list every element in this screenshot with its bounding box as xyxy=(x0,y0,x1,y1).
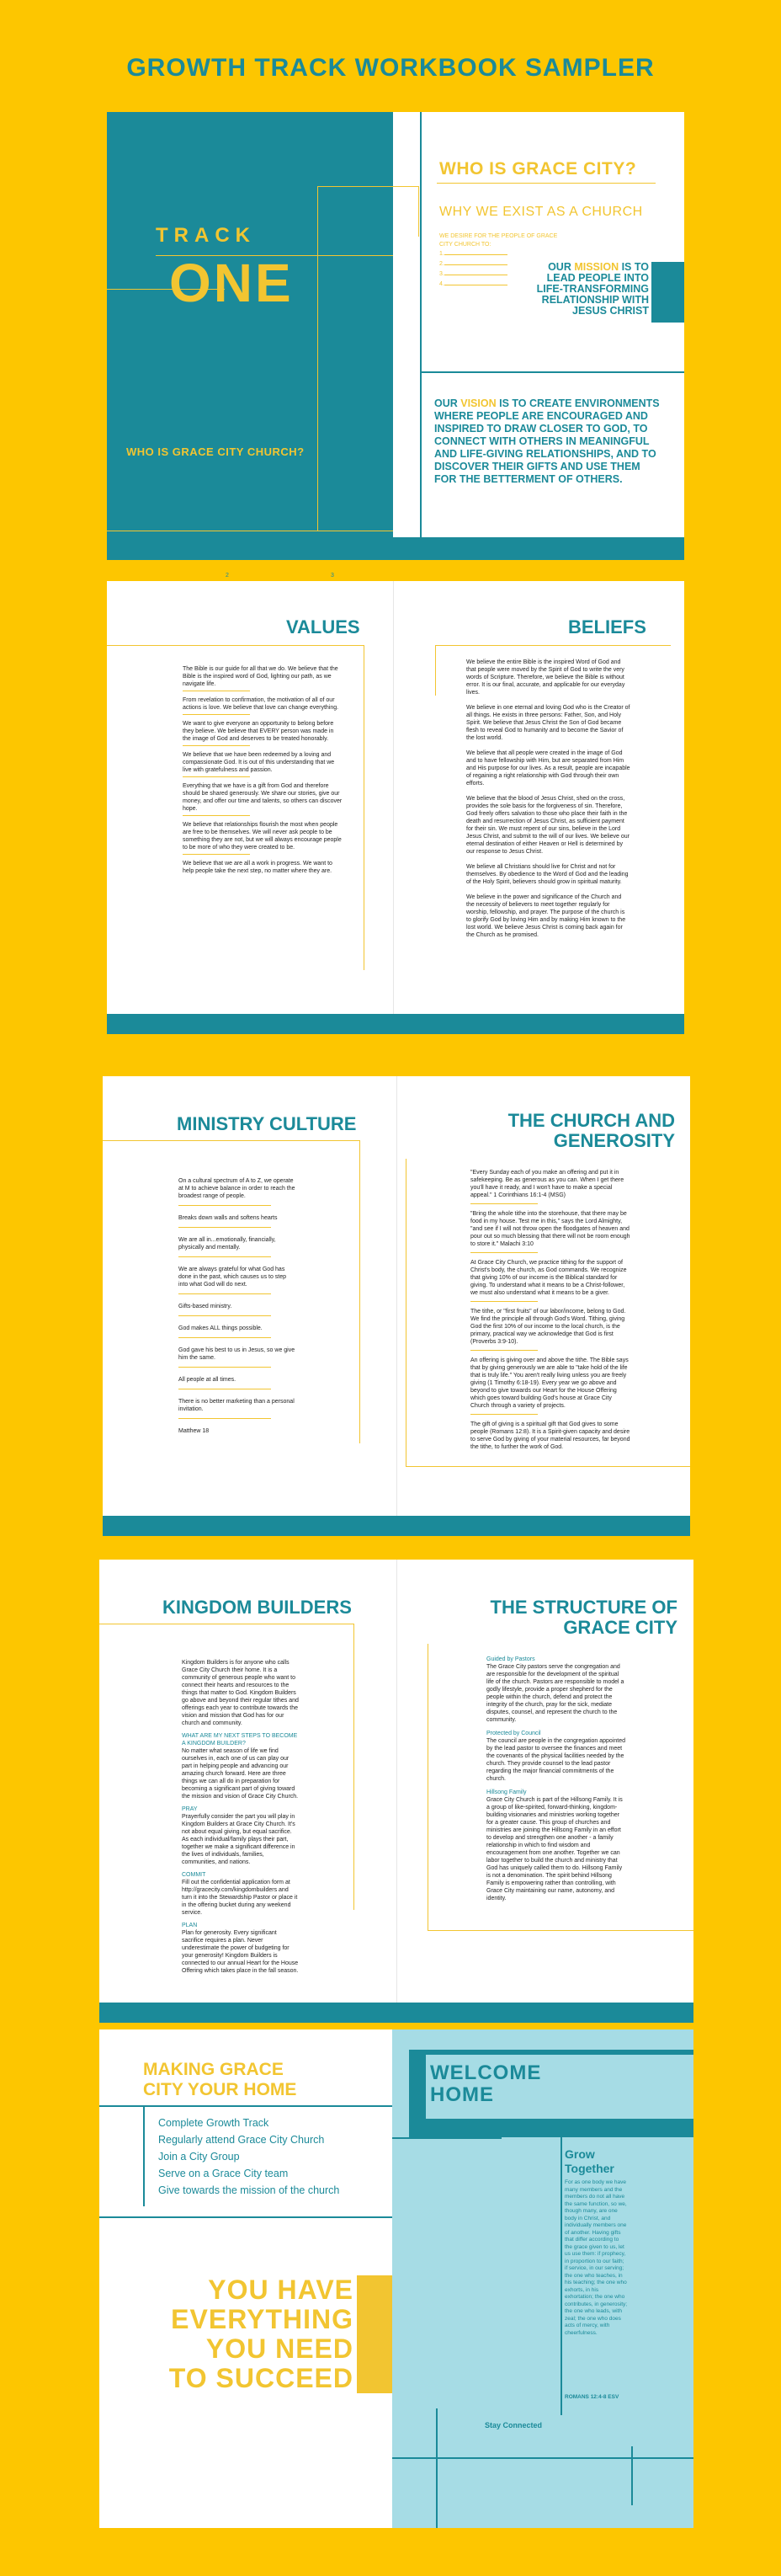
grow-title-2: Together xyxy=(565,2162,614,2175)
spread-values-beliefs xyxy=(107,581,684,1034)
belief-item: We believe that all people were created in the image of God and to have fellowship with Him, but are separated from Him and His purpose for our lives. As a result, people are incapable of regaining a right relationship with God through their own efforts. xyxy=(466,750,630,787)
structure-label: Hillsong Family xyxy=(486,1789,527,1795)
beliefs-list xyxy=(466,659,630,939)
page-number-left: 2 xyxy=(226,573,229,579)
right-subheading: WHY WE EXIST AS A CHURCH xyxy=(439,205,643,219)
home-step: Give towards the mission of the church xyxy=(158,2184,340,2196)
ministry-item: On a cultural spectrum of A to Z, we operate at M to achieve balance in order to reach the broadest range of people. xyxy=(178,1178,295,1199)
spread-ministry-generosity xyxy=(103,1076,690,1536)
values-list xyxy=(183,665,343,875)
home-step: Regularly attend Grace City Church xyxy=(158,2134,325,2146)
stay-connected: Stay Connected xyxy=(485,2421,543,2429)
succeed-box xyxy=(357,2275,392,2393)
generosity-list xyxy=(470,1169,630,1451)
ministry-item: There is no better marketing than a personal invitation. xyxy=(178,1399,295,1412)
structure-label: Protected by Council xyxy=(486,1731,541,1736)
generosity-item: "Bring the whole tithe into the storehouse, that there may be food in my house. Test me in this," says the Lord Almighty, "and see if I will not throw open the floodgates of heaven and pour out so much blessing that there will not be room enough to store it." Malachi 3:10 xyxy=(470,1211,630,1247)
home-step: Join a City Group xyxy=(158,2151,240,2163)
kingdom-question: WHAT ARE MY NEXT STEPS TO BECOME A KINGDOM BUILDER? xyxy=(182,1733,298,1747)
generosity-item: The gift of giving is a spiritual gift that God gives to some people (Romans 12:8). It is a Spirit-given capacity and desire to serve God by giving of your material resources, far beyond the tithe, to further the work of God. xyxy=(470,1421,630,1450)
track-label: TRACK xyxy=(156,224,256,247)
left-footer: WHO IS GRACE CITY CHURCH? xyxy=(126,445,305,458)
spread-track-one xyxy=(107,112,684,560)
generosity-item: At Grace City Church, we practice tithing for the support of Christ's body, the church, as God commands. We recognize that giving 10% of our income is the Biblical standard for giving. To understand what it means to be a Christ-follower, we must also understand what it means to be a giver. xyxy=(470,1260,627,1296)
church-title-2: GENEROSITY xyxy=(553,1130,675,1151)
value-item: We want to give everyone an opportunity to belong before they believe. We believe that EVERY person was made in the image of God and deserves to be treated honorably. xyxy=(183,721,334,742)
bottom-band xyxy=(103,1516,690,1536)
ministry-item: Matthew 18 xyxy=(178,1428,210,1434)
kingdom-question-text: No matter what season of life we find ourselves in, each one of us can play our part in helping people and advancing our amazing church forward. Here are three things we can all do in preparation for becoming a significant part of giving toward the mission and vision of Grace City Church. xyxy=(182,1748,299,1800)
welcome-title-2: HOME xyxy=(430,2083,494,2106)
step-text: Plan for generosity. Every significant sacrifice requires a plan. Never underestimate the power of budgeting for your generosity! Kingdom Builders is connected to our annual Heart for the House Offering which takes place in the fall season. xyxy=(182,1930,299,1974)
ministry-item: All people at all times. xyxy=(178,1377,236,1383)
ministry-item: God makes ALL things possible. xyxy=(178,1325,263,1331)
value-item: The Bible is our guide for all that we do. We believe that the Bible is the inspired word of God, lighting our path, as we navigate life. xyxy=(183,666,338,687)
left-page-teal xyxy=(107,112,393,560)
generosity-item: "Every Sunday each of you make an offering and put it in safekeeping. Be as generous as you can. When I get there you'll have it ready, and I won't have to make a special appeal." 1 Corinthians 16:1-4 (MSG) xyxy=(470,1170,624,1198)
home-steps xyxy=(158,2117,339,2196)
structure-content xyxy=(486,1656,625,1902)
desire-text: WE DESIRE FOR THE PEOPLE OF GRACE CITY CHURCH TO: xyxy=(439,233,558,248)
succeed-line-4: TO SUCCEED xyxy=(168,2363,353,2393)
step-label: COMMIT xyxy=(182,1872,206,1878)
page-title: GROWTH TRACK WORKBOOK SAMPLER xyxy=(126,54,655,82)
ministry-item: We are all in...emotionally, financially, physically and mentally. xyxy=(178,1237,276,1251)
home-title-2: CITY YOUR HOME xyxy=(143,2080,297,2099)
ministry-item: God gave his best to us in Jesus, so we give him the same. xyxy=(178,1347,295,1361)
welcome-title-1: WELCOME xyxy=(430,2061,542,2084)
belief-item: We believe in the power and significance of the Church and the necessity of believers to meet together regularly for worship, fellowship, and prayer. The purpose of the church is to glorify God by loving Him and by making Him known to the lost world. We believe Jesus Christ is coming back again for the Church as he promised. xyxy=(466,894,626,938)
value-item: From revelation to confirmation, the motivation of all of our actions is love. We believe that love can change everything. xyxy=(183,697,339,711)
mission-text: OUR MISSION IS TO LEAD PEOPLE INTO LIFE-TRANSFORMING RELATIONSHIP WITH JESUS CHRIST xyxy=(536,261,649,317)
generosity-item: The tithe, or "first fruits" of our labor/income, belong to God. We find the principle all through God's Word. Tithing, giving God the first 10% of our income to the local church, is the primary, practical way we acknowledge that God is first (Proverbs 3:9-10). xyxy=(470,1309,626,1345)
ministry-list xyxy=(178,1177,296,1435)
kingdom-intro: Kingdom Builders is for anyone who calls Grace City Church their home. It is a community of generous people who want to connect their hearts and resources to the things that matter to God. Kingdom Builders go above and beyond their regular tithes and offerings each year to contribute towards the vision and mission that God has for our church and community. xyxy=(182,1660,299,1726)
value-item: We believe that we have been redeemed by a loving and compassionate God. It is out of this understanding that we live with gratefulness and passion. xyxy=(183,752,335,773)
blank-1: 1. xyxy=(439,251,444,257)
kingdom-content xyxy=(182,1659,300,1975)
structure-label: Guided by Pastors xyxy=(486,1656,535,1662)
structure-text: The Grace City pastors serve the congregation and are responsible for the development of the spiritual life of the church. Pastors are responsible to model a godly lifestyle, provide a proper shepherd for the people within the church, defend and protect the integrity of the church, pray for the sick, mediate disputes, counsel, and represent the church to the community. xyxy=(486,1664,624,1723)
bottom-band xyxy=(99,2003,693,2023)
value-item: We believe that relationships flourish the most when people are free to be themselves. We will never ask people to be something they are not, but we will always encourage people to be more of who they were created to be. xyxy=(183,822,342,851)
succeed-line-3: YOU NEED xyxy=(205,2333,353,2364)
right-heading: WHO IS GRACE CITY? xyxy=(439,159,637,179)
succeed-line-1: YOU HAVE xyxy=(208,2275,353,2305)
value-item: We believe that we are all a work in progress. We want to help people take the next step, no matter where they are. xyxy=(183,861,332,874)
structure-title-2: GRACE CITY xyxy=(563,1617,677,1638)
mission-box xyxy=(651,262,684,323)
home-step: Serve on a Grace City team xyxy=(158,2168,289,2179)
verse-text: For as one body we have many members and the members do not all have the same function, so we, though many, are one body in Christ, and individually members one of another. Having gifts that differ according to the grace given to us, let us use them: if prophecy, in proportion to our faith; if service, in our serving; the one who teaches, in his teaching; the one who exhorts, in his exhortation; the one who contributes, in generosity; the one who leads, with zeal; the one who does acts of mercy, with cheerfulness. xyxy=(565,2179,628,2336)
ministry-title: MINISTRY CULTURE xyxy=(177,1113,357,1134)
succeed-block xyxy=(116,2275,353,2393)
values-title: VALUES xyxy=(286,616,360,637)
belief-item: We believe all Christians should live for Christ and not for themselves. By obedience to the Word of God and the leading of the Holy Spirit, believers should grow in spiritual maturity. xyxy=(466,864,629,885)
belief-item: We believe the entire Bible is the inspired Word of God and that people were moved by the Spirit of God to write the very words of Scripture. Therefore, we believe the Bible is without error. It is our final, accurate, and applicable for our everyday lives. xyxy=(466,659,625,696)
right-band xyxy=(393,537,684,560)
home-title-1: MAKING GRACE xyxy=(143,2060,284,2079)
structure-title-1: THE STRUCTURE OF xyxy=(490,1597,677,1618)
structure-text: The council are people in the congregation appointed by the lead pastor to oversee the finances and meet the covenants of the physical facilities needed by the church. They provide counsel to the lead pastor regarding the major financial commitments of the church. xyxy=(486,1738,626,1782)
blank-2: 2. xyxy=(439,261,444,267)
spread-welcome-home xyxy=(99,2029,693,2528)
vision-text: OUR VISION IS TO CREATE ENVIRONMENTS WHERE PEOPLE ARE ENCOURAGED AND INSPIRED TO DRAW CLOSER TO GOD, TO CONNECT WITH OTHERS IN MEANINGFUL AND LIFE-GIVING RELATIONSHIPS, AND TO DISCOVER THEIR GIFTS AND USE THEM FOR THE BETTERMENT OF OTHERS. xyxy=(434,397,660,485)
beliefs-title: BELIEFS xyxy=(568,616,646,637)
blank-list xyxy=(439,251,507,287)
value-item: Everything that we have is a gift from God and therefore should be shared generously. We share our stories, give our money, and offer our time and talents, so others can discover hope. xyxy=(183,783,343,812)
page-number-right: 3 xyxy=(331,573,334,579)
generosity-item: An offering is giving over and above the tithe. The Bible says that by giving generously we are able to "take hold of the life that is truly life." You aren't really living unless you are freely giving (1 Timothy 6:18-19). Every year we go above and beyond to give towards our Heart for the House Offering which goes toward building God's house at Grace City Church through a variety of projects. xyxy=(470,1357,629,1409)
ministry-item: Breaks down walls and softens hearts xyxy=(178,1215,278,1221)
step-label: PRAY xyxy=(182,1806,198,1812)
spread-kingdom-structure xyxy=(99,1560,693,2023)
ministry-item: We are always grateful for what God has done in the past, which causes us to step into what God will do next. xyxy=(178,1267,287,1288)
bottom-band xyxy=(107,1014,684,1034)
blank-4: 4. xyxy=(439,281,444,287)
belief-item: We believe that the blood of Jesus Christ, shed on the cross, provides the sole basis for the forgiveness of sin. Therefore, God freely offers salvation to those who place their faith in the death and resurrection of Jesus Christ, as sufficient payment for their sin. We must repent of our sins, believe in the Lord Jesus Christ, and submit to the will of our lives. We believe our eternal destination of either Heaven or Hell is determined by our response to Jesus Christ. xyxy=(466,796,630,855)
kingdom-title: KINGDOM BUILDERS xyxy=(162,1597,352,1618)
step-text: Prayerfully consider the part you will play in Kingdom Builders at Grace City Church. It's not about equal giving, but equal sacrifice. As each individual/family plays their part, together we make a significant difference in the lives of individuals, families, communities, and nations. xyxy=(182,1814,295,1865)
grow-title-1: Grow xyxy=(565,2147,595,2161)
step-text: Fill out the confidential application form at http://gracecity.com/kingdombuilders and turn it into the Stewardship Pastor or place it in the offering bucket during any weekend service. xyxy=(182,1880,298,1916)
structure-text: Grace City Church is part of the Hillsong Family. It is a group of like-spirited, forward-thinking, kingdom-building visionaries and ministries working together for a greater cause. This group of churches and ministries are joining the Hillsong Family in an effort to develop and strengthen one another - a family relationship in which to find wisdom and encouragement from one another. Together we can labor together to build the church and ministry that God has uniquely called them to do. Hillsong Family is not a denomination. The spirit behind Hillsong Family is empowering rather than controlling, with Grace City maintaining our name, autonomy, and identity. xyxy=(486,1797,623,1901)
belief-item: We believe in one eternal and loving God who is the Creator of all things. He exists in three persons: Father, Son, and Holy Spirit. We believe that Jesus Christ the Son of God became flesh to reveal God to humanity and to become the Savior of the lost world. xyxy=(466,705,630,741)
verse-ref: ROMANS 12:4-8 ESV xyxy=(565,2394,619,2400)
ministry-item: Gifts-based ministry. xyxy=(178,1304,232,1309)
home-step: Complete Growth Track xyxy=(158,2117,269,2129)
one-label: ONE xyxy=(169,253,294,313)
succeed-line-2: EVERYTHING xyxy=(171,2304,353,2334)
step-label: PLAN xyxy=(182,1923,198,1928)
blank-3: 3. xyxy=(439,271,444,277)
church-title-1: THE CHURCH AND xyxy=(507,1110,675,1131)
